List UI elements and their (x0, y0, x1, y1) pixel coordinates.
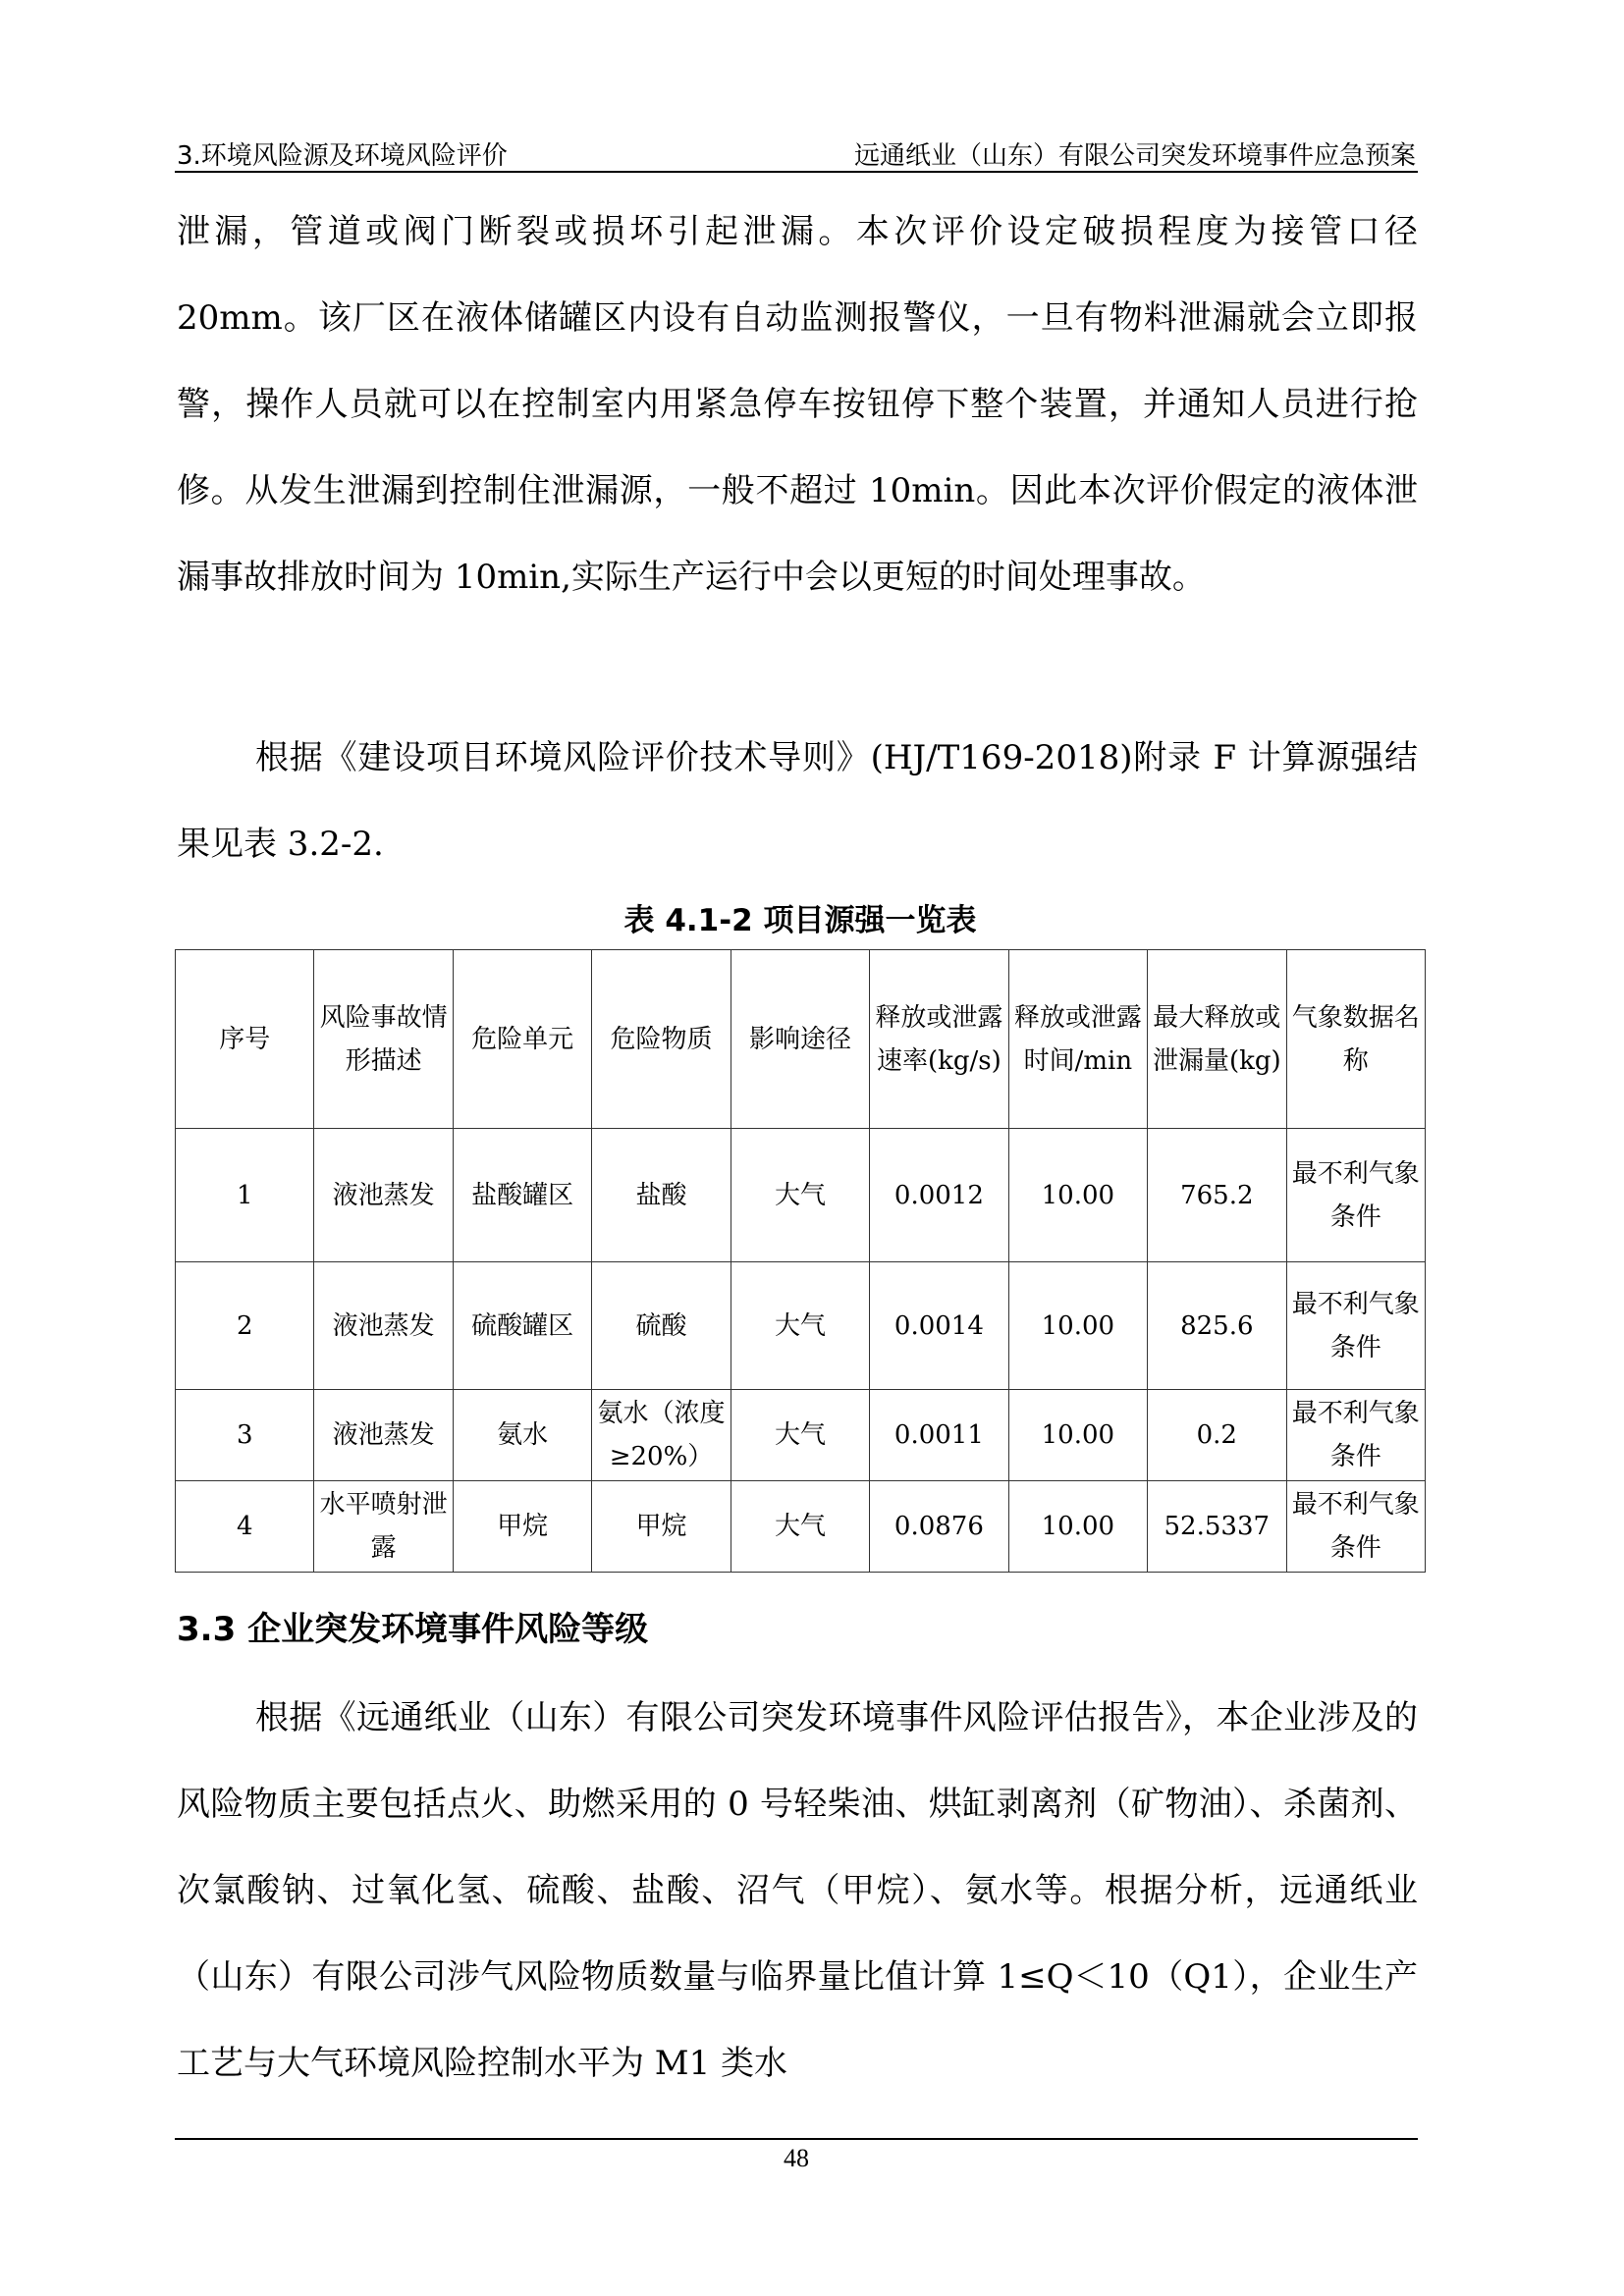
header-cell: 危险物质 (592, 950, 731, 1129)
table-cell: 10.00 (1008, 1481, 1147, 1573)
header-cell: 释放或泄露时间/min (1008, 950, 1147, 1129)
table-cell: 水平喷射泄露 (314, 1481, 453, 1573)
header-document-title: 远通纸业（山东）有限公司突发环境事件应急预案 (853, 141, 1416, 171)
table-row (176, 1129, 1426, 1262)
table-cell: 氨水 (453, 1390, 591, 1481)
table-cell: 液池蒸发 (314, 1390, 453, 1481)
table-cell: 硫酸 (592, 1262, 731, 1390)
header-cell: 序号 (176, 950, 314, 1129)
table-cell: 52.5337 (1148, 1481, 1286, 1573)
header-chapter-title: 3.环境风险源及环境风险评价 (177, 141, 508, 171)
table-cell: 0.0012 (870, 1129, 1008, 1262)
footer-rule (175, 2138, 1418, 2140)
table-row (176, 1390, 1426, 1481)
table-cell: 10.00 (1008, 1390, 1147, 1481)
table-cell: 大气 (731, 1481, 869, 1573)
table-cell: 0.0876 (870, 1481, 1008, 1573)
table-cell: 10.00 (1008, 1262, 1147, 1390)
table-cell: 最不利气象条件 (1286, 1262, 1426, 1390)
table-row (176, 1481, 1426, 1573)
table-cell: 最不利气象条件 (1286, 1481, 1426, 1573)
table-cell: 液池蒸发 (314, 1129, 453, 1262)
header-cell: 影响途径 (731, 950, 869, 1129)
table-cell: 甲烷 (592, 1481, 731, 1573)
paragraph-leak-assumption: 泄漏，管道或阀门断裂或损坏引起泄漏。本次评价设定破损程度为接管口径 20mm。该厂区在液体储罐区内设有自动监测报警仪，一旦有物料泄漏就会立即报警，操作人员就可以在控制室内用紧急停车按钮停下整个装置，并通知人员进行抢修。从发生泄漏到控制住泄漏源，一般不超过 10min。因此本次评价假定的液体泄漏事故排放时间为 10min,实际生产运行中会以更短的时间处理事故。 (177, 212, 1418, 597)
page-header (175, 128, 1418, 173)
table-cell: 大气 (731, 1390, 869, 1481)
table-cell: 盐酸 (592, 1129, 731, 1262)
table-cell: 氨水（浓度≥20%） (592, 1390, 731, 1481)
header-cell: 最大释放或泄漏量(kg) (1148, 950, 1286, 1129)
table-cell: 825.6 (1148, 1262, 1286, 1390)
header-cell: 释放或泄露速率(kg/s) (870, 950, 1008, 1129)
table-cell: 最不利气象条件 (1286, 1390, 1426, 1481)
table-cell: 10.00 (1008, 1129, 1147, 1262)
section-heading: 3.3 企业突发环境事件风险等级 (177, 1610, 649, 1649)
page-number: 48 (784, 2144, 809, 2172)
paragraph-source-intensity: 根据《建设项目环境风险评价技术导则》(HJ/T169-2018)附录 F 计算源强结果见表 3.2-2. (177, 738, 1418, 864)
table-header-row (176, 950, 1426, 1129)
table-caption: 表 4.1-2 项目源强一览表 (623, 903, 977, 938)
table-cell: 甲烷 (453, 1481, 591, 1573)
table-cell: 4 (176, 1481, 314, 1573)
header-cell: 风险事故情形描述 (314, 950, 453, 1129)
table-cell: 0.0014 (870, 1262, 1008, 1390)
table-cell: 0.2 (1148, 1390, 1286, 1481)
table-cell: 765.2 (1148, 1129, 1286, 1262)
table-cell: 硫酸罐区 (453, 1262, 591, 1390)
table-cell: 2 (176, 1262, 314, 1390)
table-cell: 液池蒸发 (314, 1262, 453, 1390)
paragraph-risk-level: 根据《远通纸业（山东）有限公司突发环境事件风险评估报告》，本企业涉及的风险物质主要包括点火、助燃采用的 0 号轻柴油、烘缸剥离剂（矿物油）、杀菌剂、次氯酸钠、过氧化氢、硫酸、盐酸、沼气（甲烷）、氨水等。根据分析，远通纸业（山东）有限公司涉气风险物质数量与临界量比值计算 1≤Q＜10（Q1），企业生产工艺与大气环境风险控制水平为 M1 类水 (177, 1698, 1418, 2083)
table-cell: 大气 (731, 1129, 869, 1262)
header-cell: 气象数据名称 (1286, 950, 1426, 1129)
table-row (176, 1262, 1426, 1390)
source-intensity-table (175, 949, 1426, 1573)
table-cell: 大气 (731, 1262, 869, 1390)
header-cell: 危险单元 (453, 950, 591, 1129)
table-cell: 3 (176, 1390, 314, 1481)
table-cell: 1 (176, 1129, 314, 1262)
table-cell: 0.0011 (870, 1390, 1008, 1481)
table-cell: 最不利气象条件 (1286, 1129, 1426, 1262)
table-cell: 盐酸罐区 (453, 1129, 591, 1262)
